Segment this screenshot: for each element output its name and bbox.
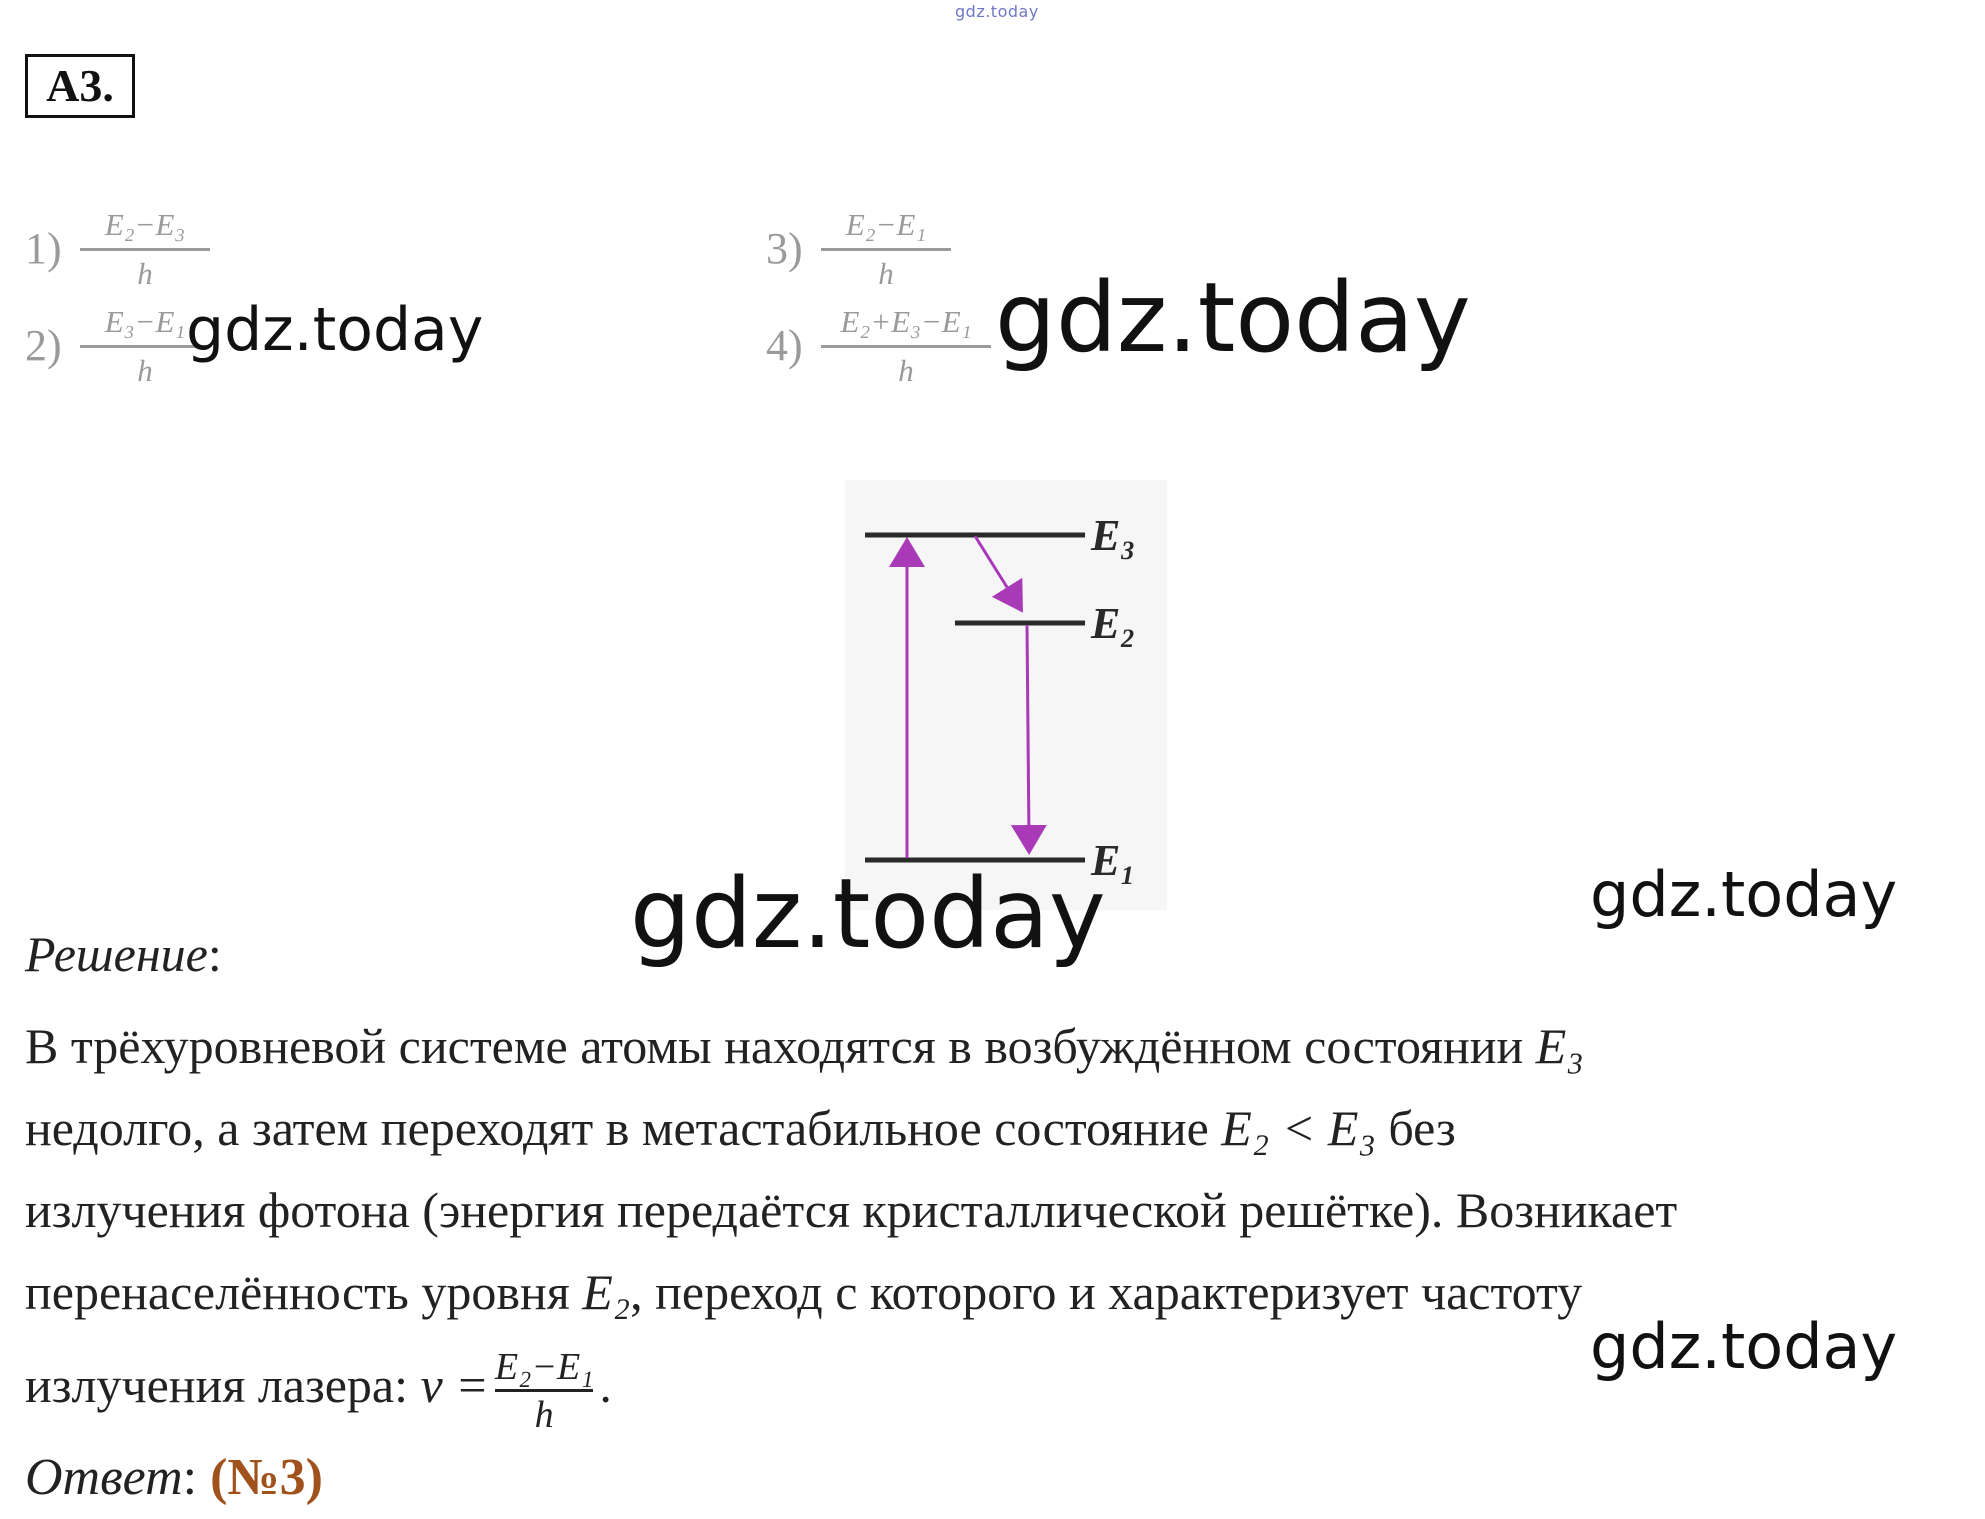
- task-number: А3.: [25, 54, 135, 118]
- option-fraction: [821, 302, 991, 390]
- watermark: gdz.today: [995, 262, 1471, 374]
- fraction-numerator: E₂−E₁: [494, 1346, 594, 1389]
- line-text: излучения фотона (энергия передаётся кристаллической решётке). Возникает: [25, 1182, 1678, 1238]
- answer: [25, 1448, 323, 1507]
- watermark: gdz.today: [630, 858, 1106, 970]
- nu-formula: ν =: [420, 1357, 489, 1413]
- line-math: E₂: [582, 1264, 631, 1320]
- fraction-bar: [821, 345, 991, 348]
- option-number: 2): [25, 321, 62, 370]
- solution-line-2: [25, 1087, 1975, 1169]
- fraction-denominator: h: [137, 256, 153, 291]
- line-text: недолго, а затем переходят в метастабильное состояние: [25, 1100, 1222, 1156]
- emission-arrow: [1027, 625, 1029, 840]
- fraction-bar: [80, 248, 210, 251]
- option-1: [25, 205, 225, 295]
- level-e1-label: E₁: [1091, 836, 1136, 885]
- level-e3-label: E₃: [1091, 511, 1136, 560]
- option-4: [766, 302, 1026, 392]
- answer-label: Ответ: [25, 1449, 183, 1506]
- line-end: .: [599, 1357, 612, 1413]
- fraction-denominator: h: [534, 1394, 554, 1437]
- answer-colon: :: [182, 1449, 198, 1506]
- line-text: перенаселённость уровня: [25, 1264, 583, 1320]
- line-tail: без: [1375, 1100, 1456, 1156]
- level-e2-label: E₂: [1091, 599, 1136, 648]
- fraction-numerator: E₂−E₁: [845, 207, 927, 242]
- watermark: gdz.today: [1590, 858, 1898, 931]
- option-fraction: [821, 205, 951, 293]
- fraction-bar: [495, 1389, 594, 1392]
- watermark: gdz.today: [186, 295, 484, 365]
- line-math: E₂ < E₃: [1221, 1100, 1376, 1156]
- line-text: излучения лазера:: [25, 1357, 421, 1413]
- option-fraction: [80, 205, 210, 293]
- option-number: 3): [766, 224, 803, 273]
- line-tail: , переход с которого и характеризует частоту: [630, 1264, 1583, 1320]
- fraction-numerator: E₂+E₃−E₁: [840, 304, 972, 339]
- solution-label: [25, 925, 222, 983]
- fraction-numerator: E₃−E₁: [104, 304, 186, 339]
- solution-line-3: [25, 1169, 1975, 1251]
- line-text: В трёхуровневой системе атомы находятся в возбуждённом состоянии: [25, 1018, 1536, 1074]
- solution-line-1: [25, 1005, 1975, 1087]
- option-3: [766, 205, 966, 295]
- fraction-denominator: h: [878, 256, 894, 291]
- fraction-numerator: E₂−E₃: [104, 207, 186, 242]
- energy-level-diagram: [845, 480, 1175, 910]
- solution-colon: :: [207, 926, 222, 982]
- answer-value: (№3): [210, 1449, 323, 1506]
- solution-label-text: Решение: [25, 926, 208, 982]
- option-number: 4): [766, 321, 803, 370]
- fraction-denominator: h: [898, 353, 914, 388]
- watermark: gdz.today: [1590, 1310, 1898, 1383]
- watermark-top: gdz.today: [955, 2, 1039, 21]
- option-number: 1): [25, 224, 62, 273]
- fraction-denominator: h: [137, 353, 153, 388]
- fraction-bar: [821, 248, 951, 251]
- line-math: E₃: [1535, 1018, 1584, 1074]
- frequency-fraction: [494, 1346, 594, 1437]
